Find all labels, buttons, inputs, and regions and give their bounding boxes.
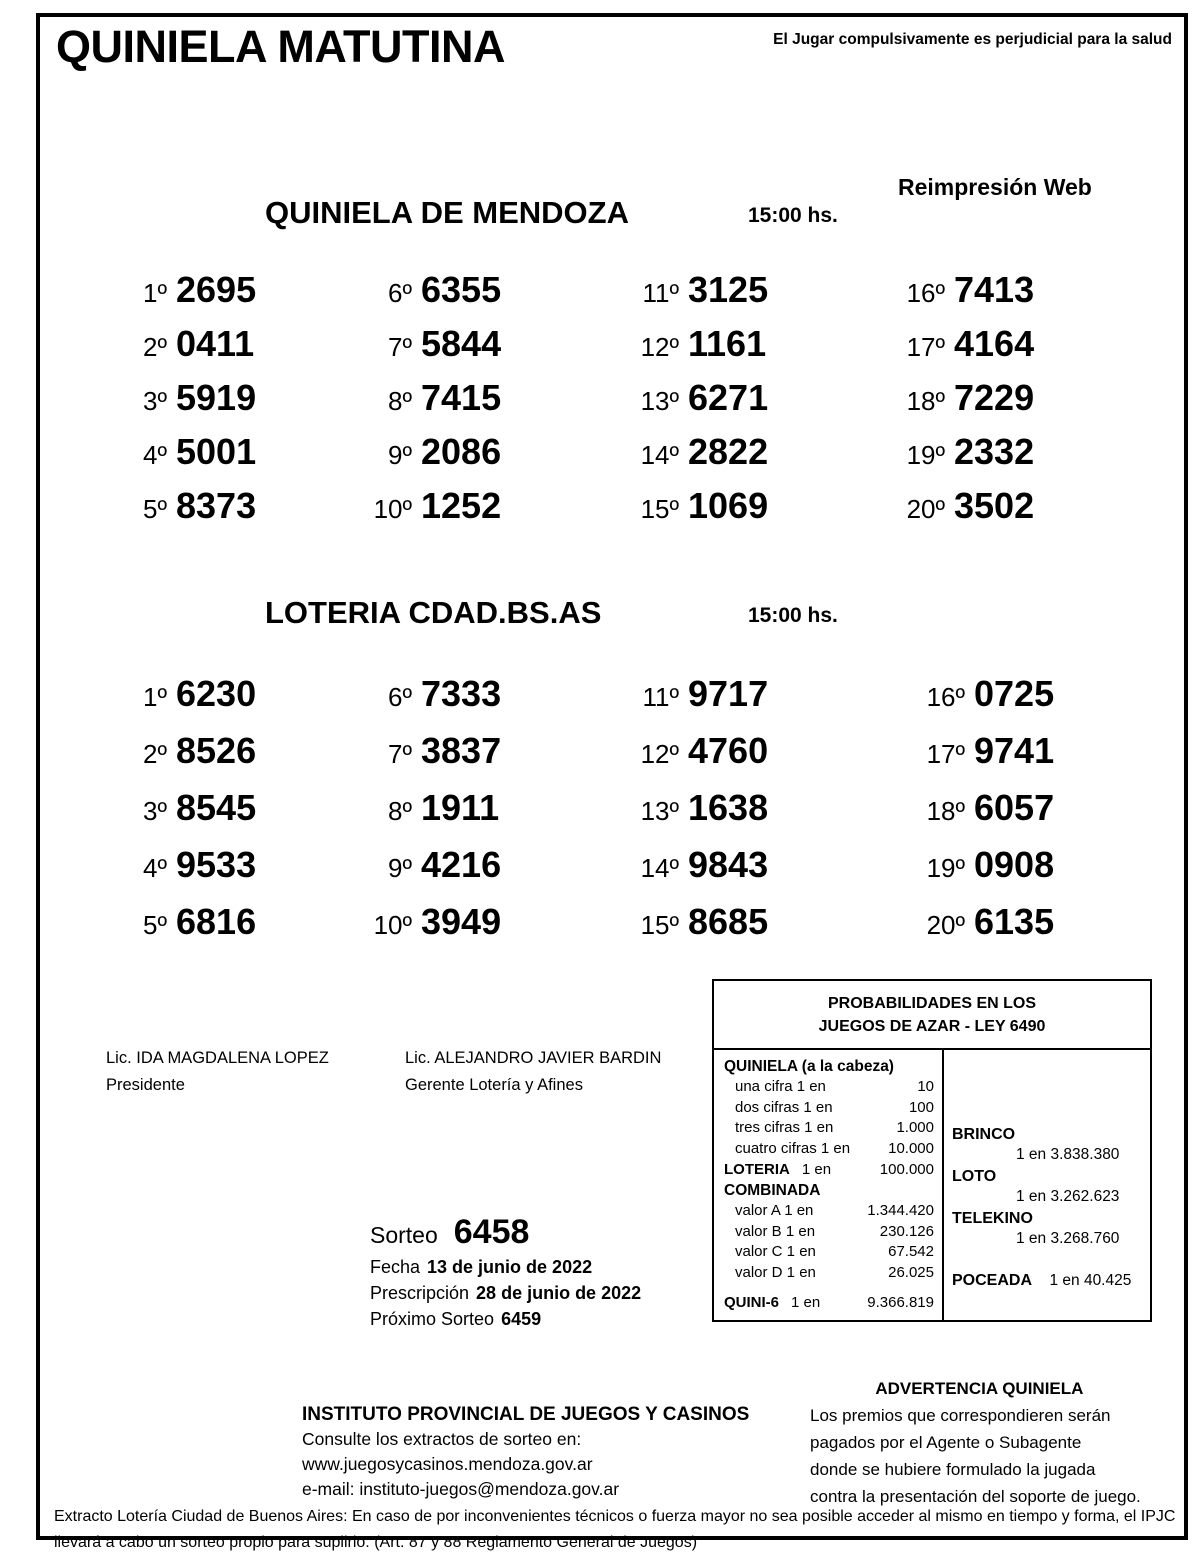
sorteo-prescripcion-row [370, 1283, 641, 1304]
probabilities-table [712, 979, 1152, 1322]
quini6-prob-row [724, 1292, 934, 1313]
result-position: 10º [373, 494, 412, 524]
result-item [100, 377, 280, 431]
result-number: 6355 [421, 269, 502, 310]
proximo-value: 6459 [501, 1309, 542, 1329]
result-position: 14º [640, 853, 679, 883]
result-number: 2822 [688, 431, 769, 472]
result-number: 2332 [954, 431, 1035, 472]
result-item [100, 323, 280, 377]
result-number: 2695 [176, 269, 257, 310]
result-number: 5001 [176, 431, 257, 472]
brinco-label: BRINCO [952, 1126, 1016, 1143]
result-position: 4º [143, 440, 167, 470]
result-number: 2086 [421, 431, 502, 472]
draw-name-0: QUINIELA DE MENDOZA [265, 195, 629, 230]
quini6-label: QUINI-6 [724, 1294, 780, 1311]
advertencia-line4: contra la presentación del soporte de juego. [810, 1487, 1141, 1506]
prob-label: valor A 1 en [735, 1202, 814, 1219]
reimpresion-web-label: Reimpresión Web [898, 174, 1092, 200]
result-item [592, 431, 792, 485]
prob-row [724, 1118, 934, 1139]
result-number: 5919 [176, 377, 257, 418]
loteria-value: 100.000 [879, 1161, 934, 1178]
result-number: 0411 [176, 323, 255, 364]
prob-row [724, 1098, 934, 1119]
brinco-odds: 1 en 3.838.380 [1016, 1146, 1120, 1163]
result-position: 3º [143, 386, 167, 416]
result-number: 1911 [421, 787, 500, 828]
prob-label: valor D 1 en [735, 1263, 816, 1281]
loto-prob-row [952, 1168, 996, 1186]
result-item [858, 269, 1058, 323]
results-column-0-3 [592, 269, 792, 539]
loteria-prob-row [724, 1159, 934, 1180]
result-number: 3949 [421, 901, 502, 942]
result-item [592, 673, 792, 730]
result-position: 9º [388, 853, 412, 883]
prescripcion-value: 28 de junio de 2022 [476, 1283, 642, 1303]
result-number: 0725 [974, 673, 1055, 714]
result-number: 8685 [688, 901, 769, 942]
result-number: 8526 [176, 730, 257, 771]
result-item [858, 485, 1058, 539]
result-number: 6816 [176, 901, 257, 942]
result-item [340, 730, 525, 787]
institution-block [302, 1402, 749, 1502]
result-item [340, 844, 525, 901]
prob-value: 10.000 [888, 1139, 934, 1157]
advertencia-line2: pagados por el Agente o Subagente [810, 1433, 1082, 1452]
probabilities-body [714, 1050, 1150, 1320]
institution-line1: Consulte los extractos de sorteo en: [302, 1429, 582, 1449]
draw-header-1 [40, 595, 1184, 639]
result-item [878, 901, 1078, 958]
result-position: 19º [926, 853, 965, 883]
result-item [592, 269, 792, 323]
result-item [592, 787, 792, 844]
result-item [878, 844, 1078, 901]
prob-label: una cifra 1 en [735, 1078, 826, 1095]
prob-label: tres cifras 1 en [735, 1119, 834, 1136]
probabilities-left-column [714, 1050, 944, 1320]
draw-header-0 [40, 174, 1184, 239]
prob-label: valor C 1 en [735, 1243, 816, 1260]
result-item [340, 377, 525, 431]
results-column-0-1 [100, 269, 280, 539]
result-number: 7333 [421, 673, 502, 714]
extract-document [36, 13, 1188, 1551]
telekino-prob-row [952, 1210, 1033, 1228]
result-number: 6057 [974, 787, 1055, 828]
advertencia-title: ADVERTENCIA QUINIELA [875, 1379, 1084, 1398]
document-header [40, 17, 1184, 89]
result-item [340, 901, 525, 958]
quiniela-group-heading: QUINIELA (a la cabeza) [724, 1058, 894, 1075]
signature-name: Lic. IDA MAGDALENA LOPEZ [106, 1049, 329, 1067]
brinco-odds-wrap [1016, 1146, 1119, 1164]
sorteo-fecha-row [370, 1257, 641, 1278]
result-number: 9843 [688, 844, 769, 885]
signature-role: Gerente Lotería y Afines [405, 1076, 583, 1094]
result-number: 1252 [421, 485, 502, 526]
result-position: 9º [388, 440, 412, 470]
draw-name-1: LOTERIA CDAD.BS.AS [265, 595, 602, 630]
result-position: 17º [926, 739, 965, 769]
loto-odds: 1 en 3.262.623 [1016, 1188, 1120, 1205]
result-number: 8373 [176, 485, 257, 526]
result-position: 4º [143, 853, 167, 883]
result-position: 7º [388, 739, 412, 769]
result-item [592, 485, 792, 539]
loteria-label: LOTERIA [724, 1161, 790, 1178]
result-position: 1º [143, 278, 167, 308]
result-position: 10º [373, 910, 412, 940]
prob-row [724, 1201, 934, 1222]
result-number: 4760 [688, 730, 769, 771]
draw-time-0: 15:00 hs. [748, 204, 838, 227]
loteria-mid: 1 en [801, 1161, 832, 1178]
advertencia-block [810, 1375, 1141, 1510]
result-position: 20º [906, 494, 945, 524]
result-item [878, 787, 1078, 844]
result-position: 15º [640, 494, 679, 524]
results-column-0-2 [340, 269, 525, 539]
result-position: 11º [642, 278, 679, 308]
result-position: 18º [906, 386, 945, 416]
result-position: 6º [388, 278, 412, 308]
result-position: 11º [642, 682, 679, 712]
prob-value: 67.542 [888, 1243, 934, 1260]
result-position: 12º [640, 739, 679, 769]
result-position: 13º [640, 386, 679, 416]
prob-value: 1.000 [896, 1119, 934, 1136]
prob-value: 100 [908, 1098, 934, 1116]
bottom-legal-note: Extracto Lotería Ciudad de Buenos Aires: En caso de por inconvenientes técnicos o fuerza mayor no sea posible acceder al mismo en tiempo y forma, el IPJC llevará a cabo un sorteo propio para suplirlo. (Art. 87 y 88 Reglamento General de Juegos) [54, 1508, 1176, 1551]
institution-website[interactable]: www.juegosycasinos.mendoza.gov.ar [302, 1454, 593, 1474]
result-item [100, 787, 280, 844]
signature-president [106, 1045, 329, 1099]
result-item [592, 901, 792, 958]
result-number: 3125 [688, 269, 769, 310]
result-item [340, 431, 525, 485]
result-position: 12º [640, 332, 679, 362]
prob-value: 230.126 [879, 1222, 934, 1240]
result-item [858, 323, 1058, 377]
result-number: 1638 [688, 787, 769, 828]
sorteo-proximo-row [370, 1309, 641, 1330]
loto-odds-wrap [1016, 1188, 1119, 1206]
result-item [592, 730, 792, 787]
result-number: 1069 [688, 485, 769, 526]
result-number: 6230 [176, 673, 257, 714]
result-position: 2º [143, 739, 167, 769]
probabilities-title-line1: PROBABILIDADES EN LOS [827, 995, 1036, 1012]
gambling-warning-text: El Jugar compulsivamente es perjudicial para la salud [773, 31, 1172, 48]
result-number: 1161 [688, 323, 767, 364]
telekino-label: TELEKINO [952, 1210, 1033, 1227]
telekino-odds-wrap [1016, 1230, 1119, 1248]
prob-value: 26.025 [888, 1263, 934, 1281]
result-position: 3º [143, 796, 167, 826]
result-number: 3502 [954, 485, 1035, 526]
result-number: 6271 [688, 377, 769, 418]
results-column-1-1 [100, 673, 280, 958]
institution-title: INSTITUTO PROVINCIAL DE JUEGOS Y CASINOS [302, 1404, 750, 1425]
quini6-mid: 1 en [791, 1294, 821, 1311]
result-position: 6º [388, 682, 412, 712]
results-column-1-3 [592, 673, 792, 958]
result-number: 6135 [974, 901, 1055, 942]
prob-row [724, 1263, 934, 1284]
result-position: 16º [906, 278, 945, 308]
prob-label: dos cifras 1 en [735, 1098, 833, 1116]
result-item [340, 787, 525, 844]
loto-label: LOTO [952, 1168, 997, 1185]
telekino-odds: 1 en 3.268.760 [1016, 1230, 1120, 1247]
sorteo-headline [370, 1213, 641, 1252]
fecha-label: Fecha [370, 1257, 421, 1277]
signature-manager [405, 1045, 661, 1099]
result-item [100, 901, 280, 958]
result-item [100, 431, 280, 485]
draw-time-1: 15:00 hs. [748, 604, 838, 627]
result-position: 1º [143, 682, 167, 712]
result-position: 14º [640, 440, 679, 470]
combinada-group-heading: COMBINADA [724, 1182, 821, 1199]
probabilities-right-column [944, 1050, 1150, 1320]
result-position: 19º [906, 440, 945, 470]
prob-row [724, 1139, 934, 1160]
result-item [878, 673, 1078, 730]
result-number: 7413 [954, 269, 1035, 310]
result-number: 7415 [421, 377, 502, 418]
signature-name: Lic. ALEJANDRO JAVIER BARDIN [405, 1049, 662, 1067]
page-title: QUINIELA MATUTINA [56, 21, 505, 72]
sorteo-number: 6458 [453, 1213, 530, 1251]
result-item [878, 730, 1078, 787]
result-item [100, 730, 280, 787]
prob-row [724, 1222, 934, 1243]
result-item [858, 377, 1058, 431]
prescripcion-label: Prescripción [370, 1283, 470, 1303]
prob-value: 10 [917, 1078, 934, 1095]
proximo-label: Próximo Sorteo [370, 1309, 495, 1329]
result-number: 3837 [421, 730, 502, 771]
poceada-label: POCEADA [952, 1272, 1033, 1289]
result-position: 13º [640, 796, 679, 826]
fecha-value: 13 de junio de 2022 [427, 1257, 593, 1277]
result-item [100, 673, 280, 730]
result-number: 9741 [974, 730, 1055, 771]
prob-row [724, 1242, 934, 1263]
result-item [592, 323, 792, 377]
result-position: 5º [143, 494, 167, 524]
prob-label: valor B 1 en [735, 1222, 816, 1240]
prob-value: 1.344.420 [867, 1202, 934, 1219]
prob-row [724, 1077, 934, 1098]
result-number: 4216 [421, 844, 502, 885]
result-item [592, 844, 792, 901]
quini6-value: 9.366.819 [867, 1294, 934, 1311]
result-number: 8545 [176, 787, 257, 828]
poceada-prob-row [952, 1272, 1131, 1290]
advertencia-line3: donde se hubiere formulado la jugada [810, 1460, 1096, 1479]
institution-email[interactable]: e-mail: instituto-juegos@mendoza.gov.ar [302, 1479, 620, 1499]
result-position: 18º [926, 796, 965, 826]
result-item [592, 377, 792, 431]
result-position: 15º [640, 910, 679, 940]
sorteo-info-block [370, 1213, 641, 1330]
brinco-prob-row [952, 1126, 1015, 1144]
prob-label: cuatro cifras 1 en [735, 1139, 851, 1157]
result-position: 5º [143, 910, 167, 940]
result-item [100, 269, 280, 323]
result-number: 4164 [954, 323, 1035, 364]
result-position: 7º [388, 332, 412, 362]
result-position: 16º [926, 682, 965, 712]
probabilities-title-line2: JUEGOS DE AZAR - LEY 6490 [818, 1018, 1046, 1035]
result-position: 17º [906, 332, 945, 362]
result-position: 8º [388, 386, 412, 416]
result-item [100, 485, 280, 539]
results-column-1-2 [340, 673, 525, 958]
poceada-odds: 1 en 40.425 [1049, 1272, 1132, 1289]
result-item [340, 485, 525, 539]
result-item [340, 673, 525, 730]
signature-role: Presidente [106, 1076, 185, 1094]
result-item [340, 323, 525, 377]
result-number: 5844 [421, 323, 502, 364]
result-position: 8º [388, 796, 412, 826]
result-position: 2º [143, 332, 167, 362]
result-number: 9717 [688, 673, 769, 714]
result-item [858, 431, 1058, 485]
result-position: 20º [926, 910, 965, 940]
results-column-1-4 [878, 673, 1078, 958]
result-item [340, 269, 525, 323]
result-number: 7229 [954, 377, 1035, 418]
result-number: 0908 [974, 844, 1055, 885]
advertencia-line1: Los premios que correspondieren serán [810, 1406, 1111, 1425]
results-column-0-4 [858, 269, 1058, 539]
sorteo-label: Sorteo [370, 1222, 438, 1248]
result-item [100, 844, 280, 901]
result-number: 9533 [176, 844, 257, 885]
probabilities-title [714, 981, 1150, 1050]
